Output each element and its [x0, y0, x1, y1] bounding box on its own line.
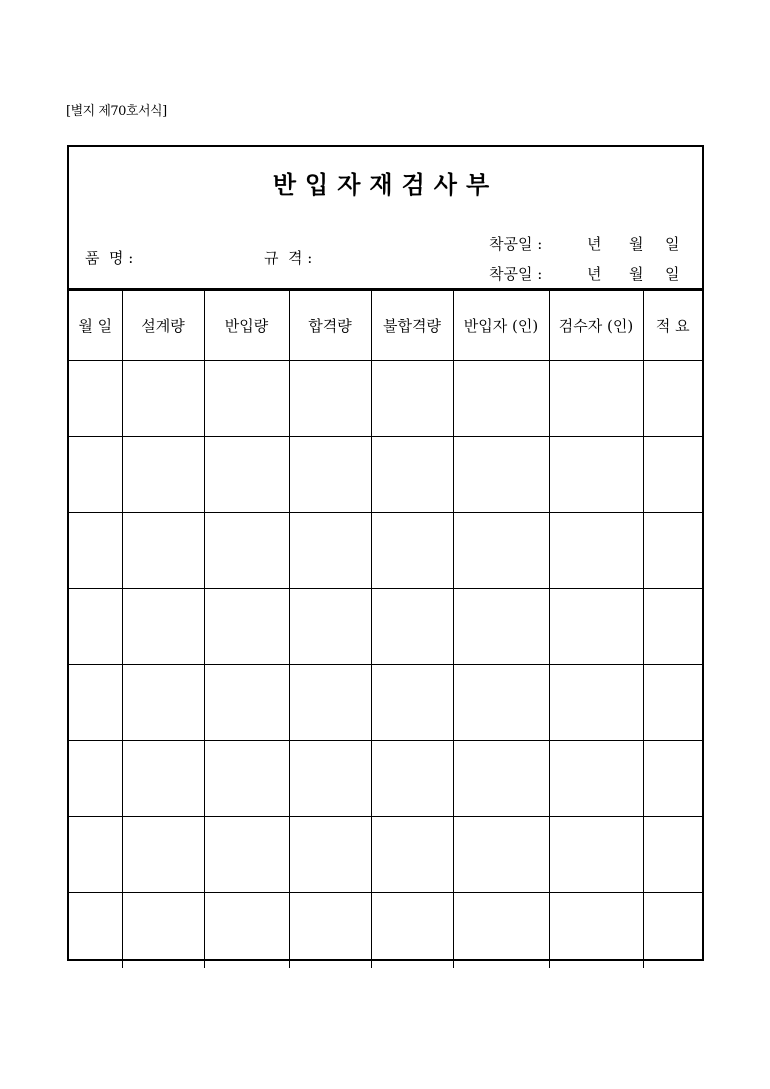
table-cell[interactable]	[453, 893, 549, 969]
table-cell[interactable]	[69, 741, 122, 817]
table-cell[interactable]	[122, 817, 204, 893]
table-row	[69, 665, 702, 741]
col-header-date: 월 일	[69, 291, 122, 361]
table-cell[interactable]	[69, 589, 122, 665]
table-cell[interactable]	[453, 589, 549, 665]
table-cell[interactable]	[204, 665, 289, 741]
table-cell[interactable]	[549, 589, 643, 665]
table-cell[interactable]	[371, 361, 453, 437]
day-label-2: 일	[665, 265, 680, 283]
table-cell[interactable]	[69, 665, 122, 741]
form-title: 반입자재검사부	[272, 170, 499, 199]
table-cell[interactable]	[453, 361, 549, 437]
table-cell[interactable]	[453, 513, 549, 589]
table-row	[69, 361, 702, 437]
table-cell[interactable]	[371, 741, 453, 817]
table-cell[interactable]	[289, 741, 371, 817]
table-cell[interactable]	[289, 893, 371, 969]
table-cell[interactable]	[122, 741, 204, 817]
table-cell[interactable]	[643, 437, 702, 513]
table-cell[interactable]	[371, 437, 453, 513]
table-cell[interactable]	[69, 437, 122, 513]
table-cell[interactable]	[371, 513, 453, 589]
table-cell[interactable]	[69, 361, 122, 437]
table-cell[interactable]	[549, 361, 643, 437]
form-number-label: [별지 제70호서식]	[66, 104, 167, 119]
table-cell[interactable]	[549, 665, 643, 741]
table-cell[interactable]	[453, 665, 549, 741]
table-row	[69, 741, 702, 817]
month-label-2: 월	[629, 265, 644, 283]
table-cell[interactable]	[549, 513, 643, 589]
table-cell[interactable]	[289, 437, 371, 513]
table-cell[interactable]	[204, 513, 289, 589]
year-label-1: 년	[587, 235, 602, 253]
table-cell[interactable]	[549, 817, 643, 893]
table-row	[69, 817, 702, 893]
table-cell[interactable]	[289, 513, 371, 589]
table-cell[interactable]	[289, 361, 371, 437]
table-cell[interactable]	[643, 513, 702, 589]
inspection-register-form	[67, 145, 704, 961]
table-cell[interactable]	[453, 741, 549, 817]
table-cell[interactable]	[643, 817, 702, 893]
table-row	[69, 437, 702, 513]
spec-label: 규 격 :	[264, 249, 313, 267]
table-cell[interactable]	[371, 665, 453, 741]
table-cell[interactable]	[204, 361, 289, 437]
year-label-2: 년	[587, 265, 602, 283]
table-cell[interactable]	[122, 893, 204, 969]
table-cell[interactable]	[643, 741, 702, 817]
col-header-deliverer: 반입자 (인)	[453, 291, 549, 361]
table-cell[interactable]	[204, 817, 289, 893]
table-cell[interactable]	[289, 665, 371, 741]
start-date-label-1: 착공일 :	[489, 235, 543, 253]
col-header-passed-qty: 합격량	[289, 291, 371, 361]
start-date-label-2: 착공일 :	[489, 265, 543, 283]
table-cell[interactable]	[371, 817, 453, 893]
table-cell[interactable]	[549, 437, 643, 513]
table-cell[interactable]	[643, 361, 702, 437]
table-cell[interactable]	[69, 817, 122, 893]
day-label-1: 일	[665, 235, 680, 253]
table-cell[interactable]	[289, 817, 371, 893]
table-cell[interactable]	[643, 665, 702, 741]
month-label-1: 월	[629, 235, 644, 253]
table-cell[interactable]	[69, 893, 122, 969]
col-header-failed-qty: 불합격량	[371, 291, 453, 361]
item-name-label: 품 명 :	[85, 249, 134, 267]
table-cell[interactable]	[122, 665, 204, 741]
table-cell[interactable]	[453, 817, 549, 893]
col-header-delivered-qty: 반입량	[204, 291, 289, 361]
table-row	[69, 893, 702, 969]
table-cell[interactable]	[549, 893, 643, 969]
table-cell[interactable]	[643, 893, 702, 969]
table-cell[interactable]	[122, 589, 204, 665]
col-header-remarks: 적 요	[643, 291, 702, 361]
table-cell[interactable]	[549, 741, 643, 817]
table-row	[69, 589, 702, 665]
table-cell[interactable]	[204, 893, 289, 969]
table-cell[interactable]	[122, 513, 204, 589]
table-cell[interactable]	[122, 361, 204, 437]
table-header-row	[69, 291, 702, 361]
table-cell[interactable]	[204, 589, 289, 665]
col-header-design-qty: 설계량	[122, 291, 204, 361]
table-cell[interactable]	[122, 437, 204, 513]
col-header-inspector: 검수자 (인)	[549, 291, 643, 361]
table-cell[interactable]	[371, 893, 453, 969]
table-cell[interactable]	[289, 589, 371, 665]
table-cell[interactable]	[204, 741, 289, 817]
inspection-table	[69, 290, 702, 968]
table-cell[interactable]	[204, 437, 289, 513]
table-row	[69, 513, 702, 589]
table-cell[interactable]	[453, 437, 549, 513]
table-cell[interactable]	[69, 513, 122, 589]
form-header	[69, 147, 702, 290]
table-cell[interactable]	[643, 589, 702, 665]
table-cell[interactable]	[371, 589, 453, 665]
